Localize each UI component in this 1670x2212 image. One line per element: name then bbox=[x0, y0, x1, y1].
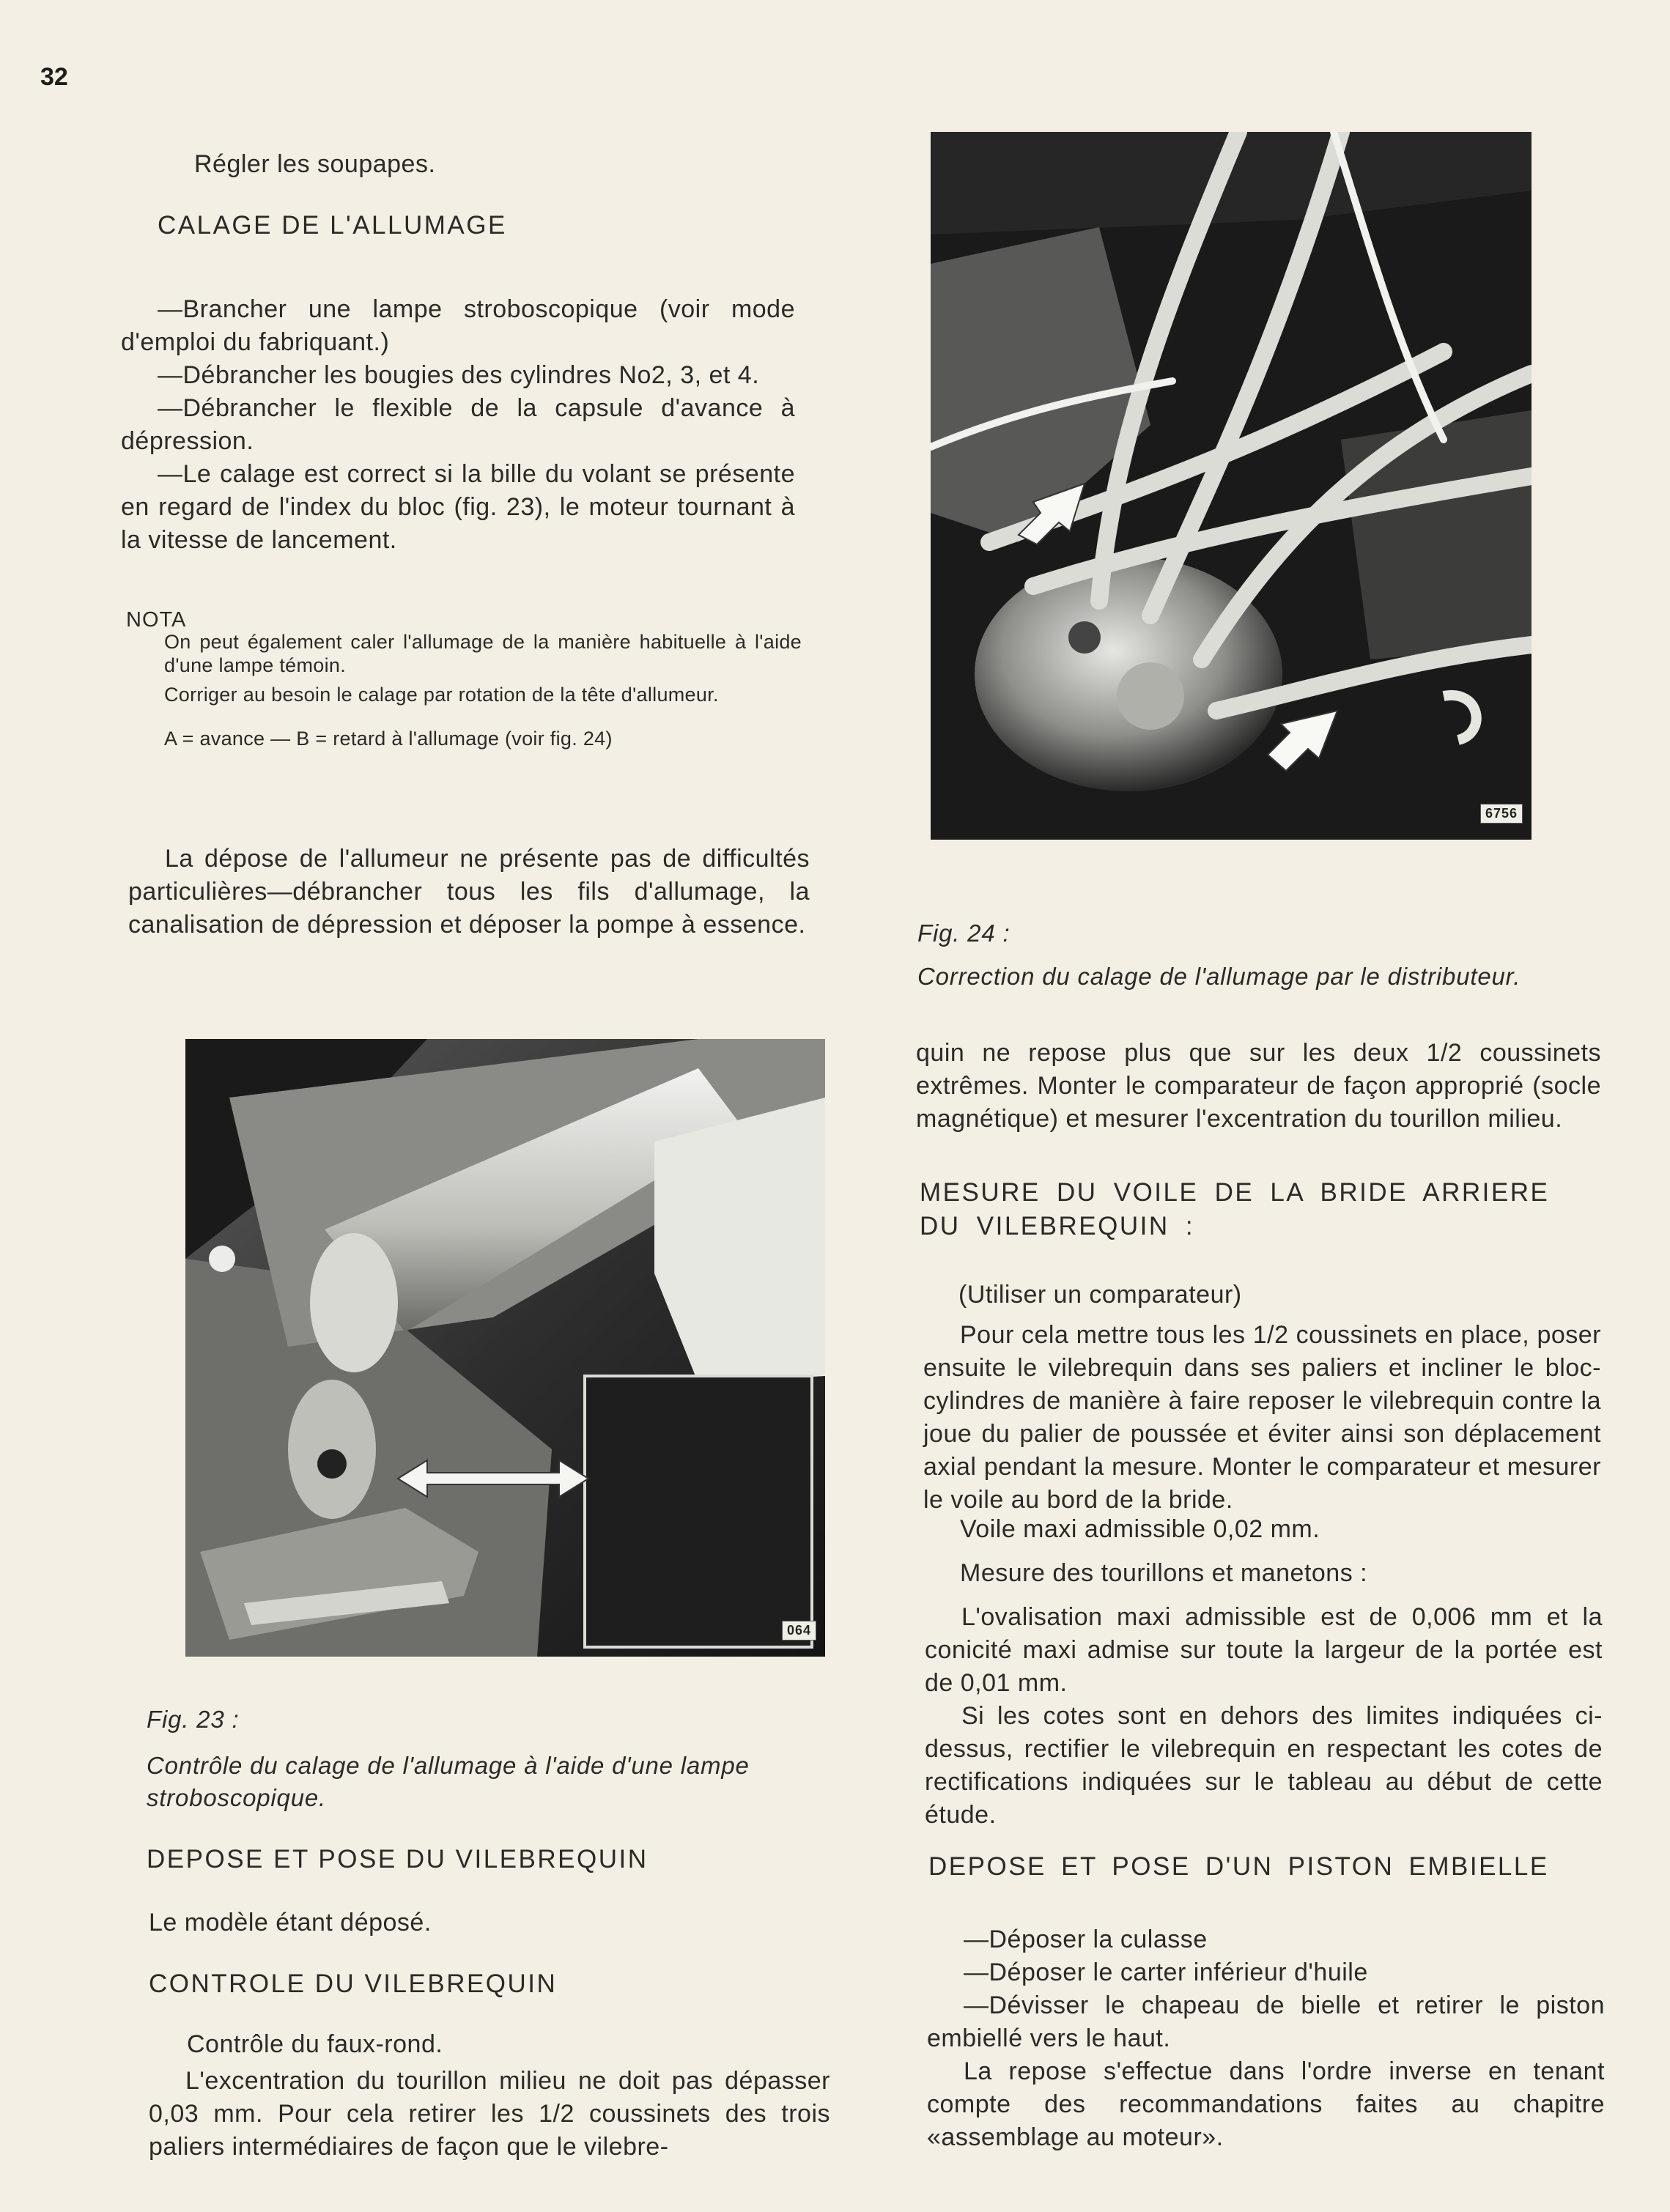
fig24-illustration bbox=[931, 132, 1532, 840]
fig23-label: Fig. 23 : bbox=[147, 1706, 240, 1733]
calage-item: —Le calage est correct si la bille du volant se présente en regard de l'index du bloc (fig. 23), le moteur tournant à la vitesse de lancement. bbox=[121, 460, 795, 554]
modele-depose-text: Le modèle étant déposé. bbox=[149, 1909, 432, 1937]
heading-piston-embielle: DEPOSE ET POSE D'UN PISTON EMBIELLE bbox=[928, 1852, 1549, 1881]
calage-list bbox=[121, 293, 795, 557]
nota-line: Corriger au besoin le calage par rotation de la tête d'allumeur. bbox=[164, 684, 719, 706]
nota-body bbox=[164, 630, 802, 750]
faux-rond-text: Contrôle du faux-rond. bbox=[187, 2030, 443, 2058]
mesure-tourillons-text: Mesure des tourillons et manetons : bbox=[960, 1559, 1368, 1587]
piston-item: —Déposer la culasse bbox=[964, 1926, 1208, 1953]
intro-text: Régler les soupapes. bbox=[194, 150, 436, 178]
repose-paragraph: La repose s'effectue dans l'ordre inverse en tenant compte des recommandations faites au chapitre «assemblage au moteur». bbox=[927, 2057, 1605, 2151]
fig24-caption: Correction du calage de l'allumage par le distributeur. bbox=[917, 963, 1521, 990]
heading-controle-vilebrequin: CONTROLE DU VILEBREQUIN bbox=[149, 1969, 558, 1998]
calage-item: —Brancher une lampe stroboscopique (voir mode d'emploi du fabriquant.) bbox=[121, 295, 795, 356]
ovalisation-paragraph: L'ovalisation maxi admissible est de 0,006 mm et la conicité maxi admise sur toute la largeur de la portée est de 0,01 mm. bbox=[925, 1603, 1603, 1697]
pour-cela-paragraph: Pour cela mettre tous les 1/2 coussinets en place, poser ensuite le vilebrequin dans ses paliers et incliner le bloc-cylindres de manière à faire reposer le vilebrequin contre la joue du palier de poussée et éviter ainsi son déplacement axial pendant la mesure. Monter le comparateur et mesurer le voile au bord de la bride. bbox=[923, 1321, 1601, 1514]
fig23-photo-number: 064 bbox=[782, 1621, 816, 1640]
calage-item: —Débrancher le flexible de la capsule d'avance à dépression. bbox=[121, 394, 795, 455]
heading-depose-vilebrequin: DEPOSE ET POSE DU VILEBREQUIN bbox=[147, 1845, 649, 1873]
nota-line: On peut également caler l'allumage de la manière habituelle à l'aide d'une lampe témoin. bbox=[164, 631, 802, 676]
fig24-label: Fig. 24 : bbox=[917, 920, 1011, 947]
nota-line: A = avance — B = retard à l'allumage (voir fig. 24) bbox=[164, 728, 613, 750]
fig24-photo bbox=[931, 132, 1532, 840]
calage-item: —Débrancher les bougies des cylindres No2, 3, et 4. bbox=[158, 361, 760, 389]
nota-title: NOTA bbox=[126, 608, 187, 632]
page-number: 32 bbox=[40, 63, 68, 91]
fig23-illustration bbox=[185, 1039, 825, 1657]
fig23-photo bbox=[185, 1039, 825, 1657]
excentration-paragraph: L'excentration du tourillon milieu ne doit pas dépasser 0,03 mm. Pour cela retirer les 1/2 coussinets des trois paliers intermédiaires de façon que le vilebre- bbox=[149, 2067, 830, 2161]
voile-maxi-text: Voile maxi admissible 0,02 mm. bbox=[960, 1515, 1320, 1543]
heading-mesure-voile: MESURE DU VOILE DE LA BRIDE ARRIERE DU VILEBREQUIN : bbox=[920, 1178, 1550, 1240]
heading-calage: CALAGE DE L'ALLUMAGE bbox=[158, 211, 507, 240]
fig23-caption: Contrôle du calage de l'allumage à l'aide d'une lampe stroboscopique. bbox=[147, 1752, 750, 1811]
piston-item: —Déposer le carter inférieur d'huile bbox=[964, 1958, 1368, 1986]
piston-list bbox=[927, 1923, 1605, 2055]
fig24-photo-number: 6756 bbox=[1480, 804, 1523, 824]
utiliser-comparateur-text: (Utiliser un comparateur) bbox=[958, 1281, 1242, 1309]
si-les-cotes-paragraph: Si les cotes sont en dehors des limites indiquées ci-dessus, rectifier le vilebrequin en respectant les cotes de rectifications indiquées sur le tableau au début de cette étude. bbox=[925, 1702, 1603, 1829]
depose-allumeur-paragraph: La dépose de l'allumeur ne présente pas de difficultés particulières—débrancher tous les fils d'allumage, la canalisation de dépression et déposer la pompe à essence. bbox=[128, 845, 810, 939]
continuation-paragraph: quin ne repose plus que sur les deux 1/2 coussinets extrêmes. Monter le comparateur de façon approprié (socle magnétique) et mesurer l'excentration du tourillon milieu. bbox=[916, 1039, 1601, 1133]
piston-item: —Dévisser le chapeau de bielle et retirer le piston embiellé vers le haut. bbox=[927, 1991, 1605, 2052]
